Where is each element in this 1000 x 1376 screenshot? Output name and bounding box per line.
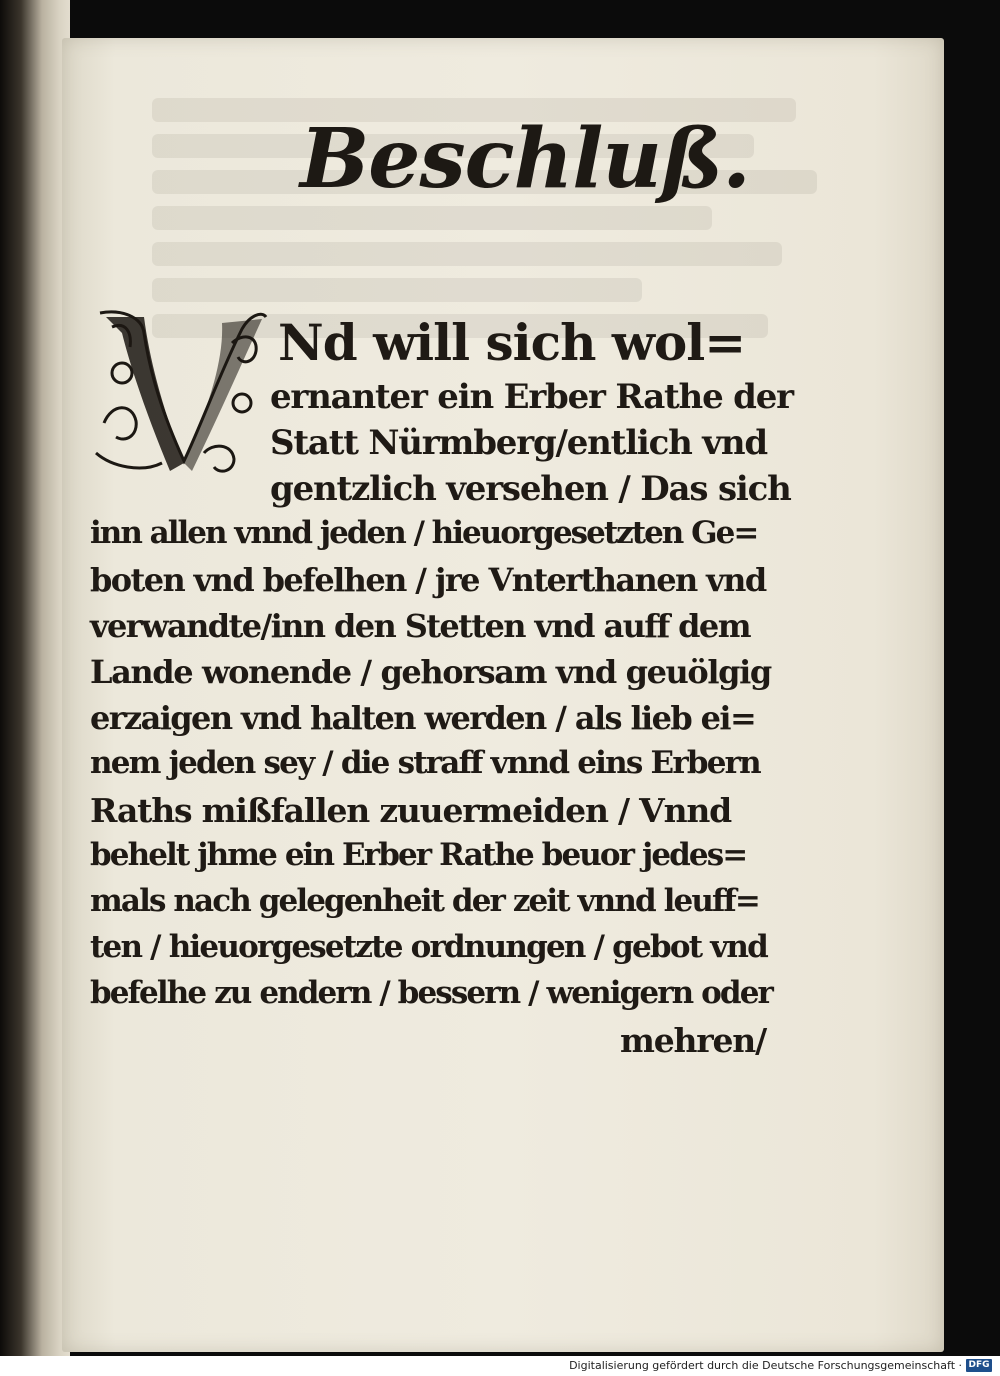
footer-bar	[0, 1356, 1000, 1376]
text-line-4: gentzlich versehen / Das sich	[270, 469, 791, 509]
text-line-7: verwandte/inn den Stetten vnd auff dem	[90, 607, 750, 645]
text-line-12: behelt jhme ein Erber Rathe beuor jedes=	[90, 837, 747, 873]
text-line-14: ten / hieuorgesetzte ordnungen / gebot vnd	[90, 929, 768, 965]
text-line-16: mehren/	[620, 1021, 766, 1060]
book-spine	[0, 0, 70, 1356]
text-line-2: ernanter ein Erber Rathe der	[270, 377, 793, 417]
page-title: Beschluß.	[300, 111, 750, 207]
text-line-1: Nd will sich wol=	[278, 313, 746, 372]
text-line-5: inn allen vnnd jeden / hieuorgesetzten Ge=	[90, 515, 758, 551]
footer-credit: Digitalisierung gefördert durch die Deutsche Forschungsgemeinschaft ·	[569, 1359, 962, 1372]
text-line-13: mals nach gelegenheit der zeit vnnd leuff=	[90, 883, 759, 919]
text-line-8: Lande wonende / gehorsam vnd geuölgig	[90, 653, 771, 691]
text-line-9: erzaigen vnd halten werden / als lieb ei=	[90, 699, 756, 737]
text-line-10: nem jeden sey / die straff vnnd eins Erbern	[90, 745, 760, 781]
document-page	[62, 38, 944, 1352]
decorated-initial-letter	[92, 303, 268, 481]
text-line-6: boten vnd befelhen / jre Vnterthanen vnd	[90, 561, 766, 599]
text-line-11: Raths mißfallen zuuermeiden / Vnnd	[90, 791, 732, 830]
text-line-15: befelhe zu endern / bessern / wenigern oder	[90, 975, 772, 1011]
text-line-3: Statt Nürmberg/entlich vnd	[270, 423, 767, 463]
dfg-logo: DFG	[966, 1359, 992, 1372]
